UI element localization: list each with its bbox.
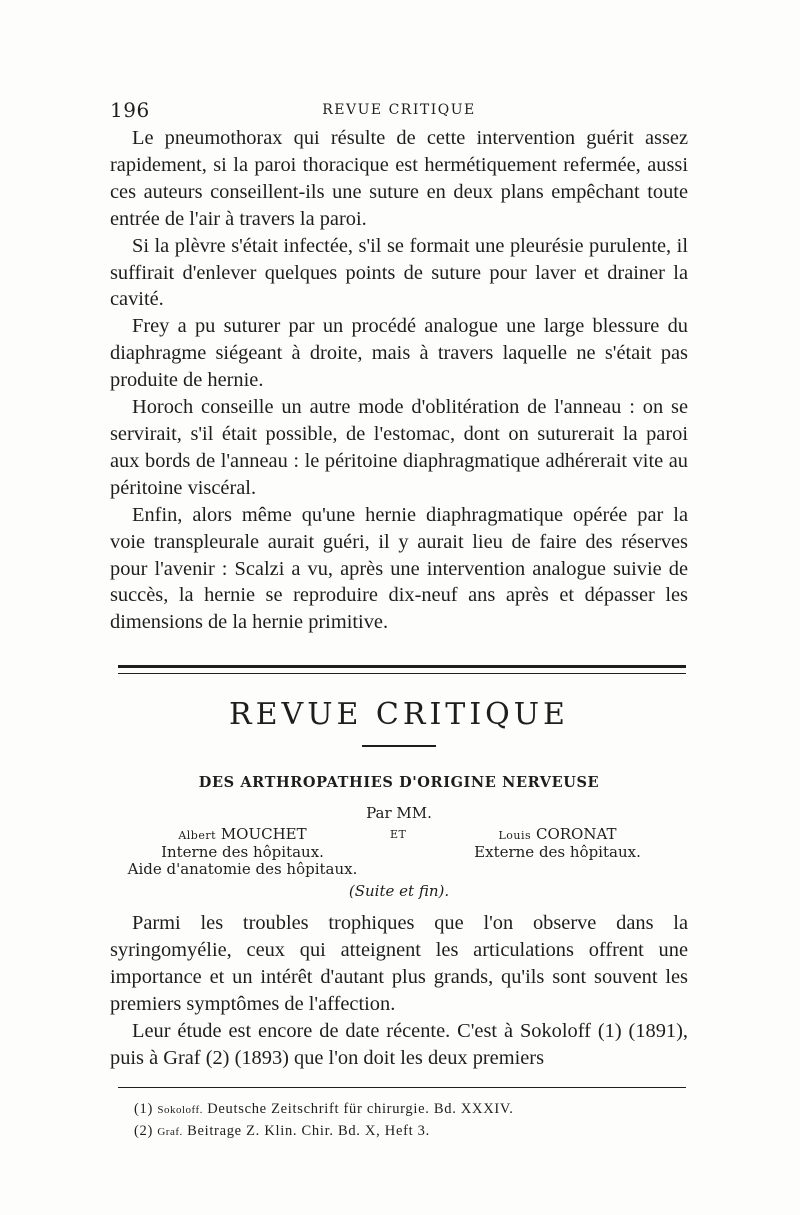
author-title: Interne des hôpitaux. (161, 843, 324, 861)
page-number: 196 (110, 98, 150, 122)
section-subtitle: DES ARTHROPATHIES D'ORIGINE NERVEUSE (198, 774, 600, 791)
running-head: REVUE CRITIQUE (322, 102, 476, 118)
bottom-body-text (110, 910, 688, 1071)
footnote-divider (118, 1087, 686, 1088)
title-underline (362, 745, 436, 747)
author-first-name: Albert (178, 829, 217, 842)
paragraph: Enfin, alors même qu'une hernie diaphragmatique opérée par la voie transpleurale aurait guéri, il y aurait lieu de faire des réserves pour l'avenir : Scalzi a vu, après une intervention analogue suivie de succès, la hernie se reproduire dix-neuf ans après et dépasser les dimensions de la hernie primitive. (110, 503, 688, 634)
footnote-author: Graf. (157, 1126, 183, 1138)
author-mouchet (110, 826, 375, 878)
author-last-name: CORONAT (535, 825, 617, 843)
author-title: Externe des hôpitaux. (474, 843, 641, 861)
author-first-name: Louis (498, 829, 532, 842)
footnote-marker: (2) (134, 1123, 154, 1139)
author-title: Aide d'anatomie des hôpitaux. (127, 860, 358, 878)
top-body-text (110, 125, 688, 636)
footnote (134, 1121, 694, 1143)
paragraph: Parmi les troubles trophiques que l'on observe dans la syringomyélie, ceux qui atteignent les articulations offrent une importance et un intérêt d'autant plus grands, qu'ils sont souvent les premiers symptômes de l'affection. (110, 912, 688, 1015)
footnotes (134, 1099, 694, 1143)
continuation-note: (Suite et fin). (348, 882, 450, 900)
paragraph: Horoch conseille un autre mode d'oblitération de l'anneau : on se servirait, s'il était possible, de l'estomac, dont on suturerait la paroi aux bords de l'anneau : le péritoine diaphragmatique adhérerait vite au péritoine viscéral. (110, 396, 688, 499)
footnote-text: Beitrage Z. Klin. Chir. Bd. X, Heft 3. (187, 1123, 430, 1139)
author-last-name: MOUCHET (220, 825, 307, 843)
paragraph: Le pneumothorax qui résulte de cette intervention guérit assez rapidement, si la paroi thoracique est hermétiquement refermée, aussi ces auteurs conseillent-ils une suture en deux plans empêchant toute entrée de l'air à travers la paroi. (110, 127, 688, 230)
paragraph: Si la plèvre s'était infectée, s'il se formait une pleurésie purulente, il suffirait d'enlever quelques points de suture pour laver et drainer la cavité. (110, 234, 688, 311)
page-header (110, 98, 688, 124)
section-divider-thick (118, 665, 686, 668)
paragraph: Frey a pu suturer par un procédé analogue une large blessure du diaphragme siégeant à droite, mais à travers laquelle ne s'était pas produite de hernie. (110, 315, 688, 392)
footnote-marker: (1) (134, 1101, 154, 1117)
byline: Par MM. (366, 804, 432, 822)
author-conjunction: ET (390, 828, 407, 841)
section-divider-thin (118, 673, 686, 674)
footnote-text: Deutsche Zeitschrift für chirurgie. Bd. XXXIV. (207, 1101, 514, 1117)
section-title: REVUE CRITIQUE (229, 697, 569, 732)
footnote (134, 1099, 694, 1121)
paragraph: Leur étude est encore de date récente. C'est à Sokoloff (1) (1891), puis à Graf (2) (1893) que l'on doit les deux premiers (110, 1019, 688, 1069)
author-coronat (430, 826, 685, 861)
footnote-author: Sokoloff. (157, 1104, 203, 1116)
